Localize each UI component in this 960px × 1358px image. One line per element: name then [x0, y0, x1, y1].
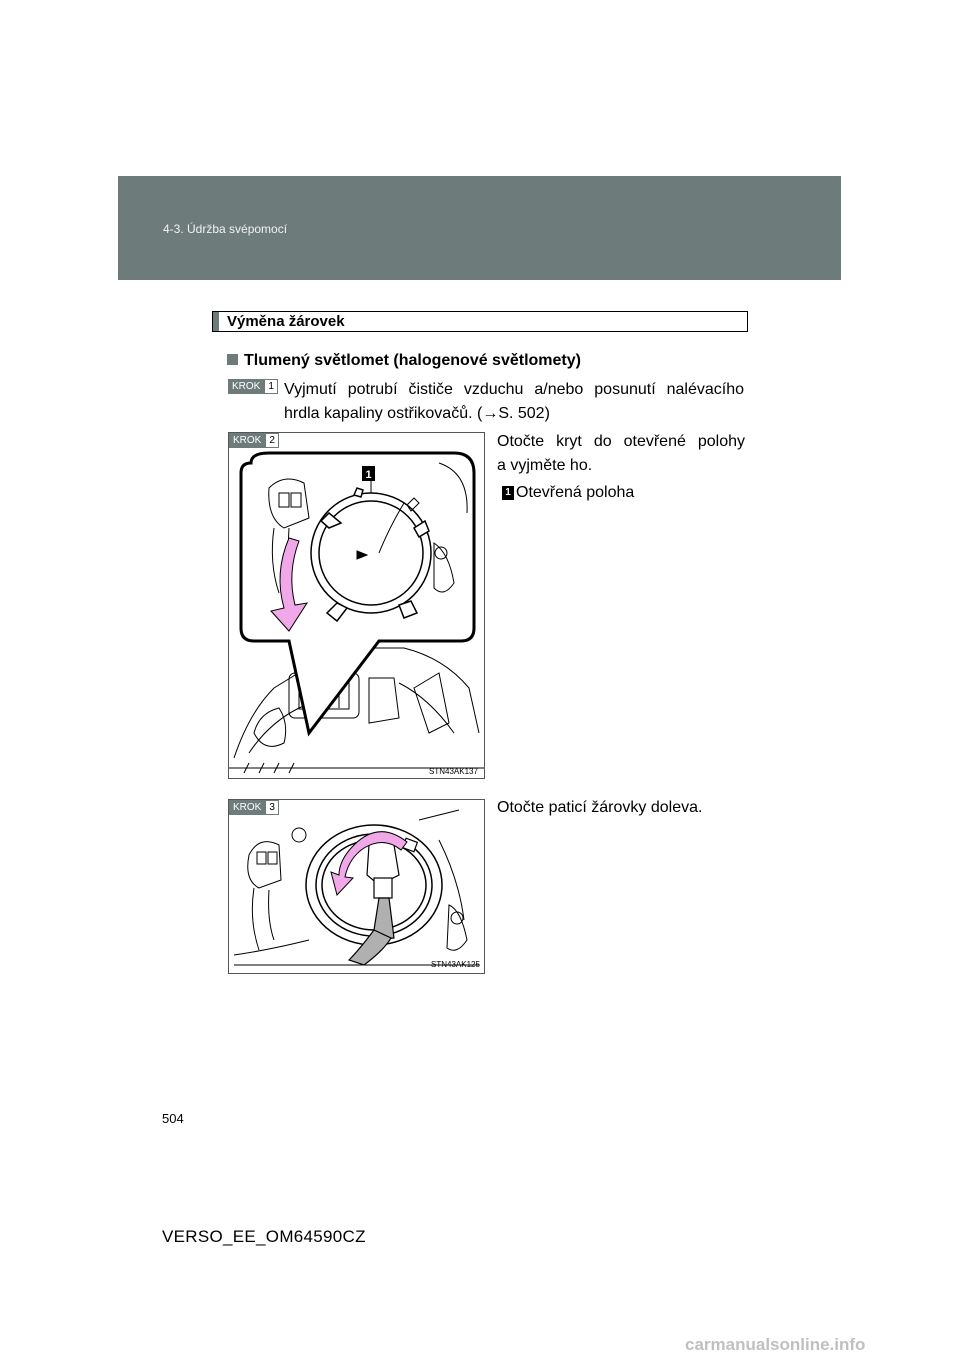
watermark: carmanualsonline.info	[685, 1335, 866, 1354]
step-label: KROK	[229, 800, 265, 815]
legend-text: Otevřená poloha	[516, 484, 635, 501]
footer-code: VERSO_EE_OM64590CZ	[162, 1227, 366, 1246]
page-number: 504	[162, 1111, 184, 1126]
section-title: Výměna žárovek	[227, 313, 345, 330]
step-label: KROK	[229, 433, 265, 448]
step-2-badge	[229, 433, 279, 448]
step-3-badge	[229, 800, 279, 815]
step-number: 2	[265, 433, 279, 448]
figure-step-3	[228, 799, 485, 974]
square-bullet-icon	[227, 354, 238, 365]
step-1-line-2: hrdla kapaliny ostřikovačů. (→S. 502)	[284, 405, 550, 422]
legend-open-position	[502, 484, 634, 502]
step-number: 1	[264, 379, 278, 394]
figure-step-2	[228, 432, 485, 779]
step-label: KROK	[228, 379, 264, 394]
step-1-line-1: Vyjmutí potrubí čističe vzduchu a/nebo posunutí nalévacího	[284, 381, 744, 398]
step-1-badge	[228, 379, 278, 394]
legend-number-badge: 1	[502, 486, 514, 500]
figure-code: STN43AK125	[431, 960, 480, 969]
step-2-line-1: Otočte kryt do otevřené polohy	[497, 433, 745, 450]
subheading	[227, 352, 581, 370]
headlight-cover-illustration	[229, 433, 484, 778]
bulb-socket-illustration	[229, 800, 484, 973]
subheading-text: Tlumený světlomet (halogenové světlomety)	[244, 352, 581, 369]
callout-number-1: 1	[365, 469, 372, 481]
step-2-text	[497, 430, 745, 478]
step-1-text	[284, 378, 744, 426]
section-title-box	[212, 311, 748, 332]
step-3-text: Otočte paticí žárovky doleva.	[497, 799, 703, 816]
step-number: 3	[265, 800, 279, 815]
figure-code: STN43AK137	[429, 767, 478, 776]
step-2-line-2: a vyjměte ho.	[497, 457, 593, 474]
section-label: 4-3. Údržba svépomocí	[163, 222, 288, 236]
title-accent-bar	[213, 312, 219, 331]
